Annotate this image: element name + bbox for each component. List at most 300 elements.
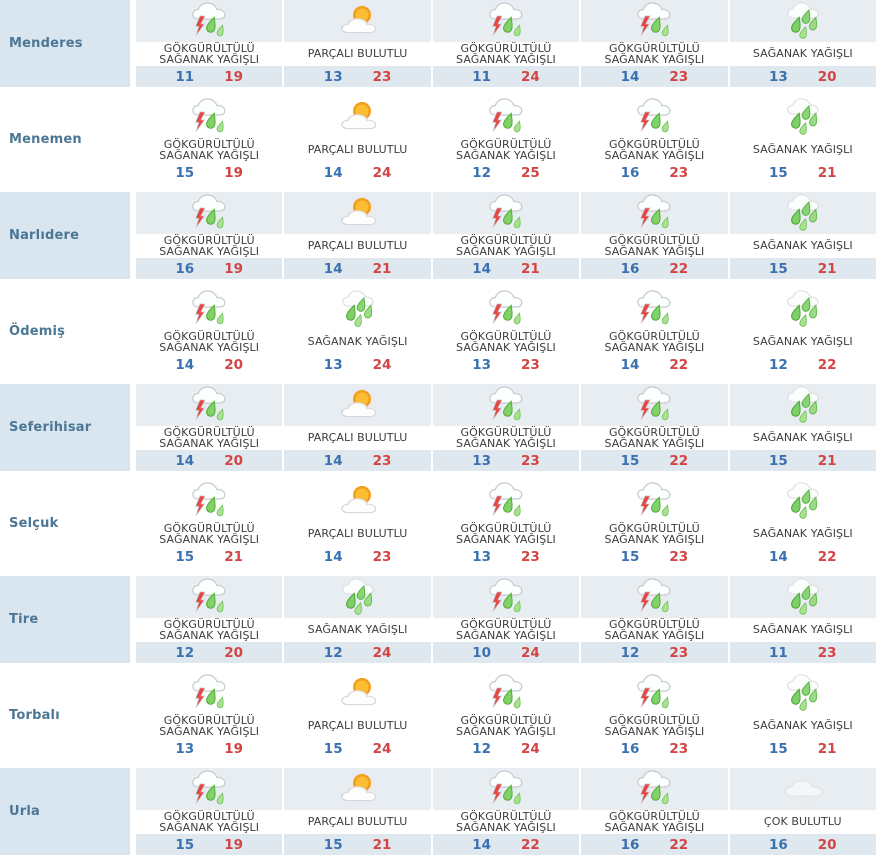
condition-strip [433,810,579,834]
rain-showers-icon [781,673,825,713]
condition-strip [581,714,727,738]
min-temp: 14 [472,836,491,853]
district-cell [0,0,134,87]
partly-cloudy-icon [333,675,383,711]
thunderstorm-icon [632,385,676,425]
thunderstorm-icon [484,1,528,41]
condition-strip [581,234,727,258]
min-temp: 13 [472,356,491,373]
condition-strip [730,138,876,162]
condition-label: GÖKGÜRÜLTÜLÜ SAĞANAK YAĞIŞLI [604,809,705,834]
temperature-strip [284,258,430,279]
max-temp: 20 [224,644,243,661]
condition-label: GÖKGÜRÜLTÜLÜ SAĞANAK YAĞIŞLI [456,617,556,642]
min-temp: 12 [323,644,343,661]
condition-strip [581,330,727,354]
condition-strip [730,522,876,546]
max-temp: 24 [520,644,540,661]
district-name[interactable]: Narlıdere [9,228,80,243]
district-row [0,768,876,855]
condition-label: GÖKGÜRÜLTÜLÜ SAĞANAK YAĞIŞLI [604,521,705,546]
district-name[interactable]: Menderes [9,36,83,51]
condition-label: PARÇALI BULUTLU [307,815,408,829]
thunderstorm-icon [484,577,528,617]
weather-icon-strip [136,0,282,42]
condition-label: SAĞANAK YAĞIŞLI [752,143,853,157]
forecast-cell [433,192,579,279]
condition-strip [730,234,876,258]
max-temp: 20 [224,356,243,373]
weather-icon-strip [730,576,876,618]
max-temp: 21 [817,740,837,757]
min-temp: 15 [768,164,788,181]
temperature-strip [730,834,876,855]
thunderstorm-icon [484,193,528,233]
condition-label: GÖKGÜRÜLTÜLÜ SAĞANAK YAĞIŞLI [456,137,556,162]
condition-strip [136,618,282,642]
condition-strip [433,234,579,258]
min-temp: 11 [472,68,491,85]
forecast-cell [284,768,430,855]
condition-label: SAĞANAK YAĞIŞLI [752,719,853,733]
district-cell [0,192,134,279]
min-temp: 16 [620,740,640,757]
temperature-strip [284,738,430,759]
min-temp: 14 [620,356,640,373]
cloudy-icon [778,775,828,803]
district-name[interactable]: Torbalı [9,708,60,723]
district-row [0,0,876,87]
weather-icon-strip [284,384,430,426]
min-temp: 16 [620,260,640,277]
condition-strip [136,426,282,450]
min-temp: 15 [323,836,343,853]
condition-label: GÖKGÜRÜLTÜLÜ SAĞANAK YAĞIŞLI [456,425,556,450]
condition-strip [284,810,430,834]
condition-label: PARÇALI BULUTLU [307,431,408,445]
min-temp: 13 [472,452,491,469]
weather-icon-strip [284,672,430,714]
max-temp: 19 [224,68,243,85]
forecast-cell [730,384,876,471]
temperature-strip [433,258,579,279]
temperature-strip [136,834,282,855]
condition-strip [433,618,579,642]
condition-label: PARÇALI BULUTLU [307,527,408,541]
forecast-cell [136,384,282,471]
weather-icon-strip [730,384,876,426]
condition-strip [284,426,430,450]
condition-strip [730,618,876,642]
max-temp: 24 [372,740,392,757]
forecast-cell [581,480,727,567]
thunderstorm-icon [484,97,528,137]
weather-icon-strip [284,0,430,42]
thunderstorm-icon [632,769,676,809]
weather-icon-strip [284,288,430,330]
forecast-cell [284,0,430,87]
weather-icon-strip [136,480,282,522]
district-row [0,192,876,279]
weather-icon-strip [730,480,876,522]
min-temp: 15 [620,548,640,565]
condition-label: GÖKGÜRÜLTÜLÜ SAĞANAK YAĞIŞLI [604,233,705,258]
min-temp: 13 [472,548,491,565]
weather-icon-strip [433,288,579,330]
rain-showers-icon [781,289,825,329]
weather-icon-strip [136,768,282,810]
condition-strip [581,426,727,450]
condition-label: GÖKGÜRÜLTÜLÜ SAĞANAK YAĞIŞLI [604,137,705,162]
min-temp: 14 [323,260,343,277]
weather-icon-strip [136,192,282,234]
max-temp: 21 [817,452,837,469]
min-temp: 12 [175,644,195,661]
min-temp: 13 [768,68,788,85]
condition-label: SAĞANAK YAĞIŞLI [752,239,853,253]
condition-label: GÖKGÜRÜLTÜLÜ SAĞANAK YAĞIŞLI [456,233,556,258]
rain-showers-icon [781,97,825,137]
forecast-cell [581,288,727,375]
condition-strip [730,426,876,450]
condition-label: SAĞANAK YAĞIŞLI [752,335,853,349]
forecast-cell [284,384,430,471]
partly-cloudy-icon [333,3,383,39]
min-temp: 16 [620,164,640,181]
weather-icon-strip [730,0,876,42]
max-temp: 22 [520,836,540,853]
condition-label: SAĞANAK YAĞIŞLI [752,623,853,637]
thunderstorm-icon [484,289,528,329]
thunderstorm-icon [187,481,231,521]
condition-label: GÖKGÜRÜLTÜLÜ SAĞANAK YAĞIŞLI [159,809,260,834]
weather-icon-strip [581,0,727,42]
condition-label: GÖKGÜRÜLTÜLÜ SAĞANAK YAĞIŞLI [159,521,260,546]
temperature-strip [730,642,876,663]
forecast-cell [284,288,430,375]
district-cell [0,672,134,759]
condition-label: PARÇALI BULUTLU [307,143,408,157]
condition-strip [730,330,876,354]
min-temp: 10 [472,644,491,661]
forecast-cell [136,768,282,855]
condition-label: GÖKGÜRÜLTÜLÜ SAĞANAK YAĞIŞLI [456,809,556,834]
thunderstorm-icon [484,769,528,809]
condition-label: GÖKGÜRÜLTÜLÜ SAĞANAK YAĞIŞLI [456,713,556,738]
condition-strip [284,42,430,66]
min-temp: 12 [472,164,491,181]
forecast-cell [730,672,876,759]
temperature-strip [136,162,282,183]
max-temp: 23 [520,548,540,565]
condition-label: SAĞANAK YAĞIŞLI [752,431,853,445]
temperature-strip [730,258,876,279]
condition-label: GÖKGÜRÜLTÜLÜ SAĞANAK YAĞIŞLI [159,41,260,66]
condition-strip [284,330,430,354]
max-temp: 22 [669,260,689,277]
weather-icon-strip [730,192,876,234]
max-temp: 19 [224,836,243,853]
max-temp: 19 [224,164,243,181]
temperature-strip [433,450,579,471]
weather-icon-strip [433,480,579,522]
forecast-cell [284,672,430,759]
condition-strip [284,522,430,546]
temperature-strip [284,354,430,375]
max-temp: 23 [372,452,392,469]
temperature-strip [433,546,579,567]
condition-label: PARÇALI BULUTLU [307,239,408,253]
max-temp: 24 [520,740,540,757]
district-name[interactable]: Menemen [9,132,82,147]
temperature-strip [136,66,282,87]
forecast-cell [284,192,430,279]
forecast-cell [284,480,430,567]
max-temp: 22 [669,356,689,373]
forecast-cell [136,288,282,375]
temperature-strip [284,450,430,471]
min-temp: 14 [323,548,343,565]
weather-icon-strip [284,192,430,234]
weather-icon-strip [730,768,876,810]
max-temp: 23 [520,356,540,373]
condition-strip [581,42,727,66]
forecast-cell [433,768,579,855]
forecast-cell [730,768,876,855]
max-temp: 22 [669,836,689,853]
condition-label: GÖKGÜRÜLTÜLÜ SAĞANAK YAĞIŞLI [159,329,260,354]
temperature-strip [136,450,282,471]
min-temp: 15 [620,452,640,469]
temperature-strip [581,834,727,855]
temperature-strip [284,834,430,855]
forecast-cell [284,576,430,663]
max-temp: 21 [817,260,837,277]
thunderstorm-icon [187,193,231,233]
thunderstorm-icon [187,769,231,809]
max-temp: 20 [817,836,837,853]
max-temp: 21 [224,548,243,565]
condition-label: GÖKGÜRÜLTÜLÜ SAĞANAK YAĞIŞLI [159,617,260,642]
max-temp: 20 [224,452,243,469]
max-temp: 23 [669,68,689,85]
max-temp: 23 [520,452,540,469]
min-temp: 14 [620,68,640,85]
temperature-strip [581,258,727,279]
temperature-strip [284,642,430,663]
condition-strip [136,234,282,258]
temperature-strip [136,546,282,567]
district-name[interactable]: Urla [9,804,40,819]
condition-strip [136,522,282,546]
min-temp: 14 [175,356,195,373]
temperature-strip [730,450,876,471]
max-temp: 21 [372,260,392,277]
min-temp: 14 [768,548,788,565]
temperature-strip [581,162,727,183]
min-temp: 14 [175,452,195,469]
condition-strip [581,810,727,834]
weather-icon-strip [581,672,727,714]
max-temp: 24 [372,164,392,181]
condition-label: GÖKGÜRÜLTÜLÜ SAĞANAK YAĞIŞLI [604,617,705,642]
temperature-strip [433,354,579,375]
district-name[interactable]: Ödemiş [9,324,66,339]
forecast-cell [730,576,876,663]
condition-label: SAĞANAK YAĞIŞLI [752,527,853,541]
min-temp: 16 [768,836,788,853]
forecast-cell [730,0,876,87]
max-temp: 23 [669,740,689,757]
rain-showers-icon [781,577,825,617]
temperature-strip [581,546,727,567]
temperature-strip [433,834,579,855]
district-row [0,480,876,567]
weather-icon-strip [136,672,282,714]
temperature-strip [284,162,430,183]
weather-icon-strip [136,384,282,426]
condition-strip [433,522,579,546]
forecast-cell [136,192,282,279]
forecast-cell [136,576,282,663]
min-temp: 15 [768,740,788,757]
temperature-strip [136,354,282,375]
weather-icon-strip [136,96,282,138]
forecast-cell [581,384,727,471]
forecast-cell [284,96,430,183]
district-row [0,384,876,471]
max-temp: 24 [520,68,540,85]
forecast-cell [136,96,282,183]
district-row [0,576,876,663]
condition-label: ÇOK BULUTLU [763,815,842,829]
partly-cloudy-icon [333,195,383,231]
weather-icon-strip [581,576,727,618]
district-name[interactable]: Tire [9,612,39,627]
min-temp: 13 [175,740,195,757]
min-temp: 16 [175,260,195,277]
thunderstorm-icon [484,673,528,713]
condition-strip [284,714,430,738]
temperature-strip [730,162,876,183]
thunderstorm-icon [632,673,676,713]
partly-cloudy-icon [333,99,383,135]
condition-strip [581,138,727,162]
weather-icon-strip [433,768,579,810]
max-temp: 19 [224,740,243,757]
district-name[interactable]: Selçuk [9,516,59,531]
min-temp: 16 [620,836,640,853]
min-temp: 14 [323,452,343,469]
thunderstorm-icon [187,385,231,425]
temperature-strip [730,66,876,87]
partly-cloudy-icon [333,483,383,519]
condition-strip [730,714,876,738]
condition-label: GÖKGÜRÜLTÜLÜ SAĞANAK YAĞIŞLI [604,713,705,738]
district-name[interactable]: Seferihisar [9,420,92,435]
condition-label: SAĞANAK YAĞIŞLI [307,335,408,349]
condition-label: GÖKGÜRÜLTÜLÜ SAĞANAK YAĞIŞLI [604,41,705,66]
weather-icon-strip [284,480,430,522]
condition-label: GÖKGÜRÜLTÜLÜ SAĞANAK YAĞIŞLI [159,425,260,450]
weather-icon-strip [284,576,430,618]
min-temp: 15 [768,452,788,469]
district-cell [0,288,134,375]
min-temp: 11 [768,644,788,661]
max-temp: 23 [669,644,689,661]
thunderstorm-icon [632,97,676,137]
max-temp: 21 [372,836,392,853]
condition-strip [433,42,579,66]
condition-strip [284,618,430,642]
max-temp: 23 [817,644,837,661]
condition-strip [136,714,282,738]
max-temp: 23 [372,548,392,565]
temperature-strip [433,738,579,759]
max-temp: 24 [372,644,392,661]
forecast-cell [136,672,282,759]
condition-strip [730,42,876,66]
weather-icon-strip [581,480,727,522]
condition-label: SAĞANAK YAĞIŞLI [752,47,853,61]
min-temp: 13 [323,356,343,373]
max-temp: 23 [372,68,392,85]
district-cell [0,384,134,471]
weather-icon-strip [136,576,282,618]
condition-label: PARÇALI BULUTLU [307,47,408,61]
weather-icon-strip [433,672,579,714]
thunderstorm-icon [632,1,676,41]
forecast-cell [433,576,579,663]
district-cell [0,576,134,663]
min-temp: 12 [472,740,491,757]
temperature-strip [136,738,282,759]
forecast-cell [433,288,579,375]
max-temp: 19 [224,260,243,277]
thunderstorm-icon [632,193,676,233]
weather-icon-strip [730,672,876,714]
condition-strip [433,426,579,450]
temperature-strip [730,546,876,567]
rain-showers-icon [781,1,825,41]
thunderstorm-icon [187,673,231,713]
max-temp: 23 [669,548,689,565]
condition-label: PARÇALI BULUTLU [307,719,408,733]
partly-cloudy-icon [333,771,383,807]
district-cell [0,768,134,855]
forecast-cell [581,192,727,279]
condition-strip [730,810,876,834]
weather-icon-strip [581,192,727,234]
forecast-cell [581,96,727,183]
condition-label: GÖKGÜRÜLTÜLÜ SAĞANAK YAĞIŞLI [604,425,705,450]
forecast-cell [730,288,876,375]
max-temp: 22 [817,548,837,565]
condition-strip [433,138,579,162]
forecast-cell [581,576,727,663]
temperature-strip [581,738,727,759]
partly-cloudy-icon [333,387,383,423]
max-temp: 23 [669,164,689,181]
temperature-strip [433,162,579,183]
thunderstorm-icon [632,289,676,329]
condition-label: GÖKGÜRÜLTÜLÜ SAĞANAK YAĞIŞLI [456,329,556,354]
condition-label: GÖKGÜRÜLTÜLÜ SAĞANAK YAĞIŞLI [604,329,705,354]
temperature-strip [284,546,430,567]
min-temp: 15 [175,836,195,853]
weather-icon-strip [730,288,876,330]
district-cell [0,96,134,183]
